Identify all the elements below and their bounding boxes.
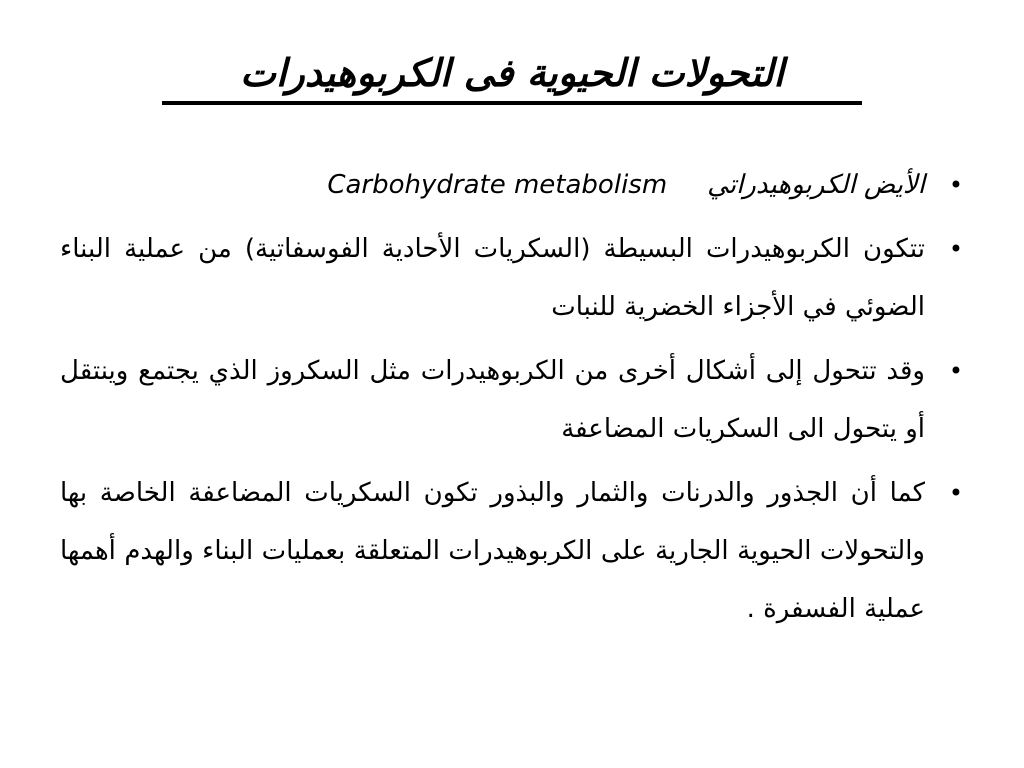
bullet-list — [60, 156, 965, 644]
bullet-item-2 — [60, 220, 965, 336]
bullet-dot: • — [948, 171, 963, 199]
bullet-item-4 — [60, 464, 965, 638]
bullet-2-text: تتكون الكربوهيدرات البسيطة (السكريات الأحادية الفوسفاتية) من عملية البناء الضوئي في الأجزاء الخضرية للنبات — [60, 234, 925, 322]
bullet-item-1 — [60, 156, 965, 214]
bullet-dot: • — [948, 357, 963, 385]
slide-title: التحولات الحيوية فى الكربوهيدرات — [240, 50, 784, 95]
bullet-3-text: وقد تتحول إلى أشكال أخرى من الكربوهيدرات مثل السكروز الذي يجتمع وينتقل أو يتحول الى السكريات المضاعفة — [60, 356, 925, 444]
bullet-dot: • — [948, 235, 963, 263]
bullet-1-arabic-term: الأيض الكربوهيدراتي — [707, 170, 925, 200]
bullet-dot: • — [948, 479, 963, 507]
title-underline — [162, 101, 862, 105]
bullet-4-text: كما أن الجذور والدرنات والثمار والبذور تكون السكريات المضاعفة الخاصة بها والتحولات الحيوية الجارية على الكربوهيدرات المتعلقة بعمليات البناء والهدم أهمها عملية الفسفرة . — [60, 478, 925, 624]
bullet-1-english-term: Carbohydrate metabolism — [327, 170, 668, 200]
bullet-item-3 — [60, 342, 965, 458]
